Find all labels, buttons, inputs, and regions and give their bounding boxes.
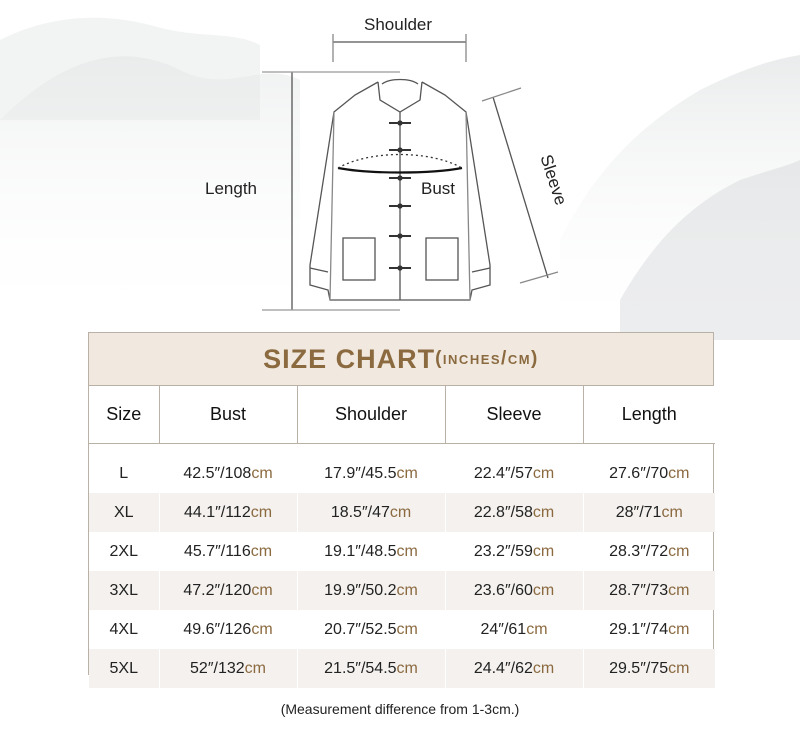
table-row	[89, 610, 715, 649]
table-row	[89, 493, 715, 532]
size-cell: 4XL	[89, 610, 159, 649]
jacket-diagram	[0, 0, 800, 320]
size-cell: 2XL	[89, 532, 159, 571]
sleeve-label: Sleeve	[536, 152, 571, 208]
shoulder-cell	[297, 649, 445, 688]
shoulder-value: 19.9″/50.2	[324, 581, 397, 599]
sleeve-dimension-line	[493, 97, 548, 278]
sleeve-value: 22.4″/57	[473, 464, 533, 482]
sleeve-value: 24.4″/62	[473, 659, 533, 677]
length-cell	[583, 571, 715, 610]
sleeve-unit: cm	[532, 659, 555, 677]
length-unit: cm	[661, 503, 683, 521]
length-value: 28″/71	[615, 503, 662, 521]
bust-cell	[159, 454, 297, 493]
length-cell	[583, 649, 715, 688]
sleeve-cell	[445, 493, 583, 532]
length-unit: cm	[668, 542, 690, 560]
shoulder-cell	[297, 493, 445, 532]
length-value: 29.1″/74	[609, 620, 669, 638]
bust-cell	[159, 532, 297, 571]
bust-value: 47.2″/120	[183, 581, 252, 599]
length-unit: cm	[668, 464, 690, 482]
table-spacer	[89, 444, 715, 455]
column-header-bust: Bust	[159, 386, 297, 444]
shoulder-label: Shoulder	[364, 15, 433, 34]
bust-cell	[159, 649, 297, 688]
shoulder-value: 19.1″/48.5	[324, 542, 397, 560]
length-cell	[583, 610, 715, 649]
length-cell	[583, 532, 715, 571]
size-cell: 3XL	[89, 571, 159, 610]
sleeve-unit: cm	[532, 464, 555, 482]
size-chart	[88, 332, 714, 675]
table-header-row	[89, 386, 715, 444]
length-cell	[583, 454, 715, 493]
sleeve-cell	[445, 610, 583, 649]
length-value: 29.5″/75	[609, 659, 669, 677]
shoulder-value: 17.9″/45.5	[324, 464, 397, 482]
shoulder-unit: cm	[396, 659, 418, 677]
shoulder-unit: cm	[396, 542, 418, 560]
shoulder-cell	[297, 610, 445, 649]
length-value: 28.7″/73	[609, 581, 669, 599]
column-header-size: Size	[89, 386, 159, 444]
table-row	[89, 649, 715, 688]
bust-value: 45.7″/116	[183, 542, 251, 560]
bust-value: 42.5″/108	[183, 464, 252, 482]
shoulder-cell	[297, 532, 445, 571]
sleeve-cell	[445, 454, 583, 493]
bust-unit: cm	[244, 659, 266, 677]
bust-cell	[159, 571, 297, 610]
bust-unit: cm	[250, 503, 273, 521]
table-row	[89, 571, 715, 610]
size-cell: XL	[89, 493, 159, 532]
size-chart-title-main: SIZE CHART	[263, 343, 436, 374]
bust-label: Bust	[421, 179, 456, 198]
column-header-length: Length	[583, 386, 715, 444]
shoulder-cell	[297, 571, 445, 610]
length-cell	[583, 493, 715, 532]
bust-value: 49.6″/126	[183, 620, 252, 638]
shoulder-value: 18.5″/47	[330, 503, 390, 521]
size-table	[89, 386, 715, 688]
size-chart-title	[89, 333, 713, 386]
sleeve-value: 23.6″/60	[473, 581, 533, 599]
size-cell: 5XL	[89, 649, 159, 688]
length-label: Length	[205, 179, 257, 198]
length-unit: cm	[668, 581, 690, 599]
sleeve-unit: cm	[526, 620, 548, 638]
shoulder-value: 21.5″/54.5	[324, 659, 397, 677]
sleeve-cell	[445, 649, 583, 688]
shoulder-unit: cm	[396, 620, 418, 638]
sleeve-value: 23.2″/59	[473, 542, 533, 560]
sleeve-unit: cm	[532, 503, 555, 521]
shoulder-unit: cm	[389, 503, 412, 521]
bust-value: 52″/132	[190, 659, 245, 677]
sleeve-cell	[445, 532, 583, 571]
bust-unit: cm	[251, 581, 273, 599]
shoulder-unit: cm	[396, 464, 418, 482]
sleeve-unit: cm	[532, 581, 555, 599]
length-value: 27.6″/70	[609, 464, 669, 482]
size-chart-title-units: (inches/cm)	[435, 348, 539, 369]
length-unit: cm	[668, 659, 690, 677]
column-header-sleeve: Sleeve	[445, 386, 583, 444]
sleeve-cell	[445, 571, 583, 610]
sleeve-unit: cm	[532, 542, 555, 560]
sleeve-value: 22.8″/58	[473, 503, 533, 521]
measurement-footnote: (Measurement difference from 1-3cm.)	[280, 701, 520, 717]
bust-unit: cm	[250, 542, 273, 560]
size-cell: L	[89, 454, 159, 493]
bust-unit: cm	[251, 464, 273, 482]
column-header-shoulder: Shoulder	[297, 386, 445, 444]
sleeve-value: 24″/61	[480, 620, 527, 638]
shoulder-value: 20.7″/52.5	[324, 620, 397, 638]
length-unit: cm	[668, 620, 690, 638]
table-row	[89, 532, 715, 571]
bust-value: 44.1″/112	[183, 503, 251, 521]
shoulder-unit: cm	[396, 581, 418, 599]
bust-cell	[159, 493, 297, 532]
shoulder-cell	[297, 454, 445, 493]
bust-cell	[159, 610, 297, 649]
table-row	[89, 454, 715, 493]
bust-unit: cm	[251, 620, 273, 638]
length-value: 28.3″/72	[609, 542, 669, 560]
